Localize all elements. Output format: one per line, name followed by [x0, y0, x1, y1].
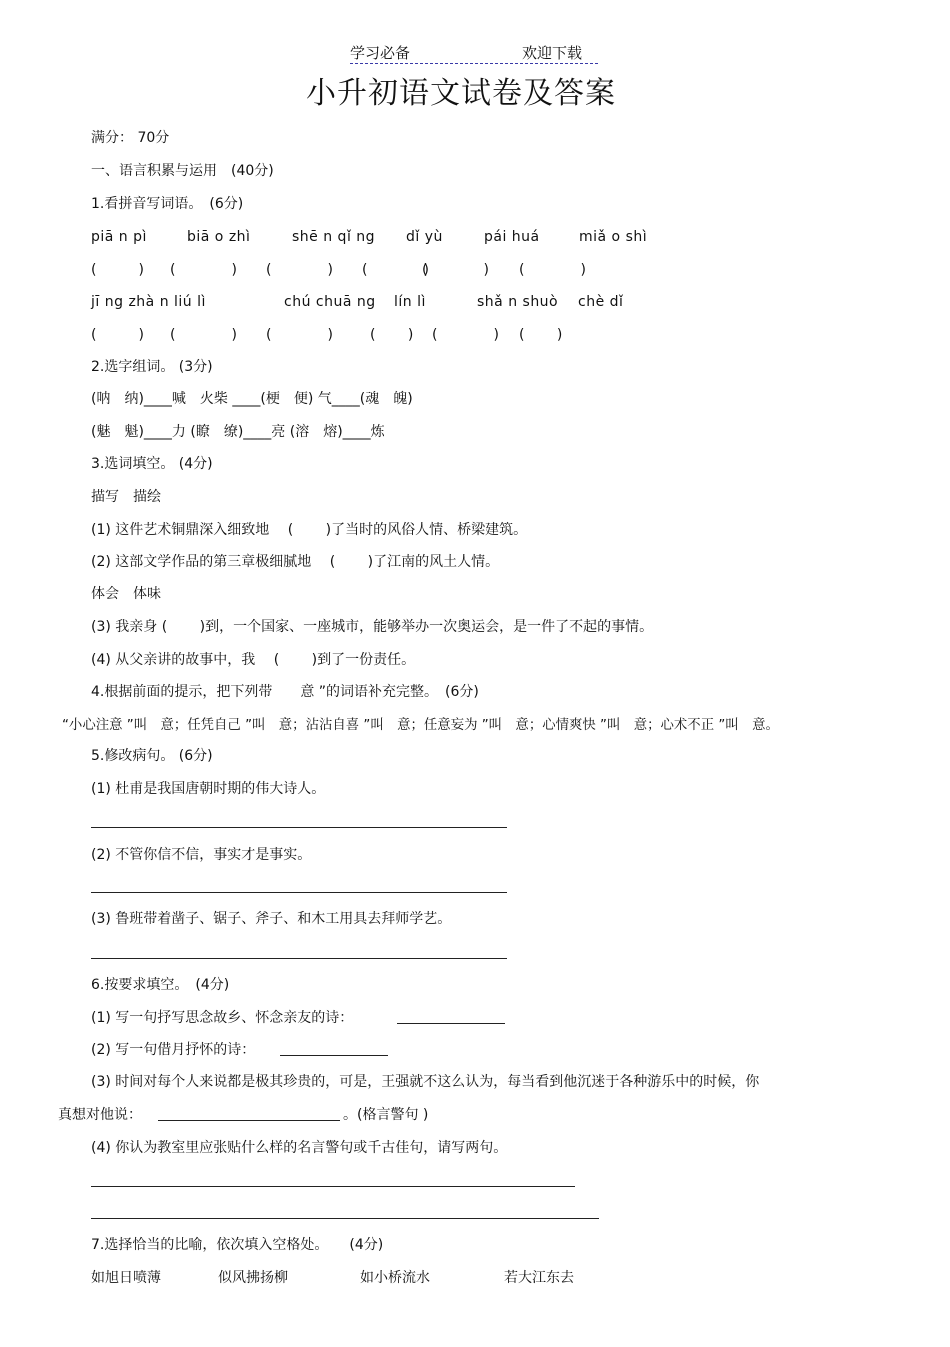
header-divider: [350, 63, 598, 64]
pinyin-item: pái huá: [484, 229, 540, 245]
answer-line[interactable]: [397, 1023, 505, 1024]
pinyin-item: shē n qǐ ng: [292, 229, 376, 245]
answer-blank[interactable]: ( ): [170, 327, 237, 343]
simile-option: 若大江东去: [504, 1270, 574, 1286]
question-line: 真想对他说：: [58, 1107, 142, 1123]
simile-option: 如小桥流水: [360, 1270, 430, 1286]
question-heading: 7.选择恰当的比喻，依次填入空格处。 (4分): [91, 1237, 384, 1253]
pinyin-item: shǎ n shuò: [477, 294, 559, 310]
question-heading: 3.选词填空。 (4分): [91, 456, 213, 472]
answer-blank[interactable]: ( ): [422, 262, 489, 278]
page-title: 小升初语文试卷及答案: [306, 76, 616, 111]
pinyin-item: jī ng zhà n liú lì: [91, 294, 206, 310]
score-text: 满分： 70分: [91, 130, 170, 146]
question-line: (呐 纳)____喊 火柴 ____(梗 便) 气____(魂 魄): [91, 391, 413, 407]
question-line: (3) 我亲身 ( )到，一个国家、一座城市，能够举办一次奥运会，是一件了不起的事情。: [91, 619, 654, 635]
question-line: (2) 不管你信不信，事实才是事实。: [91, 847, 312, 863]
question-line: 。(格言警句 ): [343, 1107, 429, 1123]
answer-line[interactable]: [91, 958, 507, 959]
pinyin-item: chè dǐ: [578, 294, 624, 310]
question-heading: 6.按要求填空。 (4分): [91, 977, 230, 993]
pinyin-item: chú chuā ng: [284, 294, 376, 310]
answer-blank[interactable]: ( ): [519, 262, 586, 278]
answer-blank[interactable]: ( ): [266, 262, 333, 278]
answer-blank[interactable]: ( ): [91, 327, 144, 343]
answer-blank[interactable]: ( ): [91, 262, 144, 278]
question-line: (1) 写一句抒写思念故乡、怀念亲友的诗：: [91, 1010, 354, 1026]
question-heading: 4.根据前面的提示，把下列带 意 ”的词语补充完整。 (6分): [91, 684, 479, 700]
answer-line[interactable]: [91, 827, 507, 828]
question-line: (4) 你认为教室里应张贴什么样的名言警句或千古佳句，请写两句。: [91, 1140, 508, 1156]
pinyin-item: miǎ o shì: [579, 229, 648, 245]
question-line: (3) 鲁班带着凿子、锯子、斧子、和木工用具去拜师学艺。: [91, 911, 452, 927]
question-line: (1) 这件艺术铜鼎深入细致地 ( )了当时的风俗人情、桥梁建筑。: [91, 522, 528, 538]
answer-blank[interactable]: ( ): [362, 262, 429, 278]
question-line: (2) 这部文学作品的第三章极细腻地 ( )了江南的风土人情。: [91, 554, 500, 570]
answer-blank[interactable]: ( ): [519, 327, 563, 343]
word-choices: 体会 体味: [91, 586, 161, 602]
answer-line[interactable]: [91, 892, 507, 893]
header-left-text: 学习必备: [350, 44, 411, 62]
pinyin-item: lín lì: [394, 294, 426, 310]
answer-line[interactable]: [158, 1120, 340, 1121]
question-heading: 1.看拼音写词语。 (6分): [91, 196, 244, 212]
pinyin-item: biā o zhì: [187, 229, 251, 245]
question-line: (2) 写一句借月抒怀的诗：: [91, 1042, 256, 1058]
pinyin-item: dǐ yù: [406, 229, 443, 245]
answer-blank[interactable]: ( ): [266, 327, 333, 343]
word-choices: 描写 描绘: [91, 489, 161, 505]
answer-blank[interactable]: ( ): [170, 262, 237, 278]
question-heading: 2.选字组词。 (3分): [91, 359, 213, 375]
question-line: (4) 从父亲讲的故事中，我 ( )到了一份责任。: [91, 652, 416, 668]
answer-blank[interactable]: ( ): [370, 327, 414, 343]
question-line: (1) 杜甫是我国唐朝时期的伟大诗人。: [91, 781, 326, 797]
answer-line[interactable]: [91, 1218, 599, 1219]
answer-line[interactable]: [91, 1186, 575, 1187]
pinyin-item: piā n pì: [91, 229, 147, 245]
section-heading: 一、语言积累与运用 (40分): [91, 163, 274, 179]
answer-blank[interactable]: ( ): [432, 327, 499, 343]
question-line: (魅 魁)____力 (瞭 缭)____亮 (溶 熔)____炼: [91, 424, 385, 440]
question-heading: 5.修改病句。 (6分): [91, 748, 213, 764]
header-right-text: 欢迎下载: [522, 44, 583, 62]
simile-option: 如旭日喷薄: [91, 1270, 161, 1286]
question-line: (3) 时间对每个人来说都是极其珍贵的，可是，王强就不这么认为，每当看到他沉迷于各种游乐中的时候，你: [91, 1074, 760, 1090]
simile-option: 似风拂扬柳: [218, 1270, 288, 1286]
question-line: “小心注意 ”叫 意；任凭自己 ”叫 意；沾沾自喜 ”叫 意；任意妄为 ”叫 意；心情爽快 ”叫 意；心术不正 ”叫 意。: [62, 718, 779, 733]
answer-line[interactable]: [280, 1055, 388, 1056]
